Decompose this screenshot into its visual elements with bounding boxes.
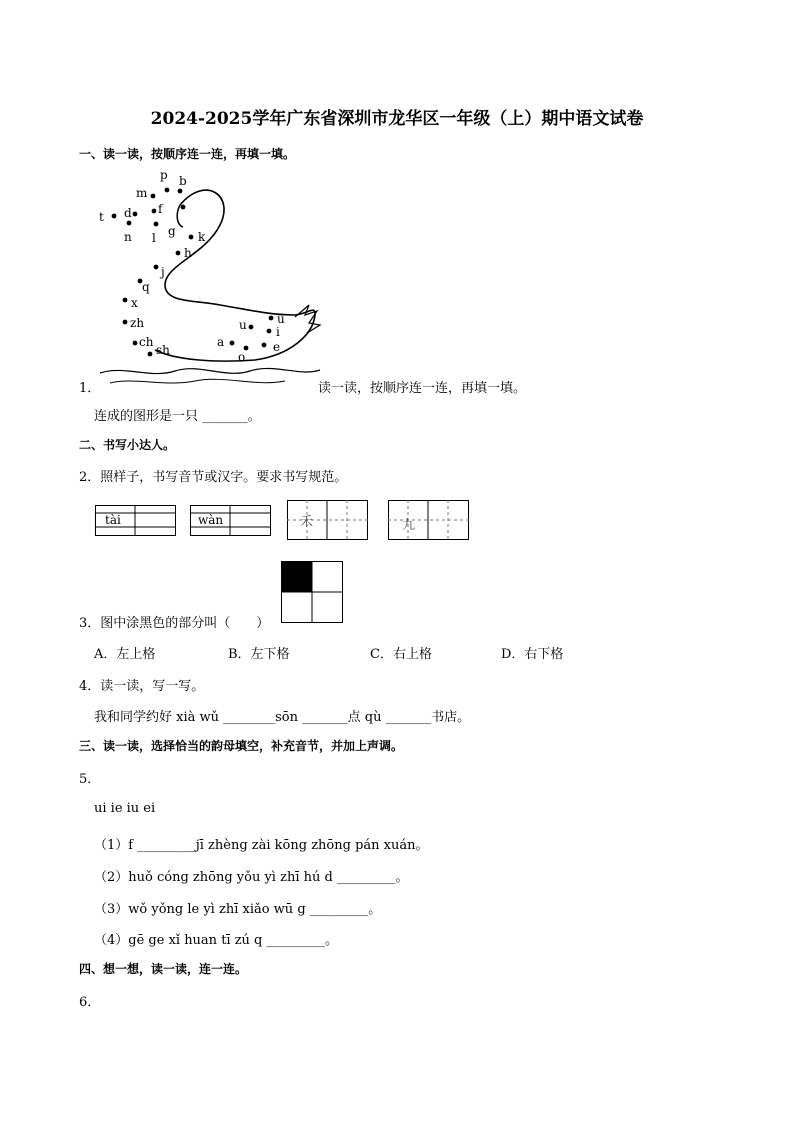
dot [148,352,153,357]
dot [181,205,186,210]
letter-label: e [273,340,281,354]
letter-label: n [124,230,132,244]
swan-outline [155,190,315,361]
option-d[interactable]: D．右下格 [501,647,564,662]
dot [151,194,156,199]
option-a[interactable]: A．左上格 [94,647,156,662]
dot [244,346,249,351]
letter-label: ü [277,312,285,326]
question-4-text: 4．读一读，写一写。 [79,679,205,694]
letter-label: zh [130,316,145,330]
page-title: 2024-2025学年广东省深圳市龙华区一年级（上）期中语文试卷 [150,109,644,129]
dot [123,320,128,325]
letter-label: ch [139,335,154,349]
letter-label: b [179,174,187,188]
tian-grid-figure [281,561,345,625]
question-4-sentence: 我和同学约好 xià wǔ ________sōn _______点 qù _______书店。 [94,710,471,725]
dot [269,316,274,321]
letter-label: p [160,168,168,182]
letter-label: o [238,350,246,364]
section-3-heading: 三、读一读，选择恰当的韵母填空，补充音节，并加上声调。 [79,739,404,753]
dot [123,298,128,303]
dot [176,251,181,256]
character-sample: 禾 [300,515,314,530]
letter-label: j [161,265,165,279]
question-2-text: 2．照样子，书写音节或汉字。要求书写规范。 [79,470,348,485]
dot [133,212,138,217]
water-line-2 [110,379,285,383]
question-6-number: 6． [79,995,101,1010]
letter-label: q [142,280,150,294]
letter-label: sh [156,343,170,357]
water-line [100,368,320,373]
dot [152,209,157,214]
option-c[interactable]: C．右上格 [370,647,432,662]
dot [165,188,170,193]
letter-label: u [239,318,247,332]
letter-label: g [168,224,176,238]
option-b[interactable]: B．左下格 [228,647,290,662]
pinyin-sample: wàn [198,513,224,527]
shaded-cell [282,562,313,593]
letter-label: t [99,210,104,224]
letter-label: i [276,325,280,339]
character-sample: 九 [402,518,416,533]
question-1-text: 读一读，按顺序连一连，再填一填。 [318,381,527,396]
character-writing-boxes [287,500,472,542]
dot [267,329,272,334]
dot [249,325,254,330]
pinyin-sample: tài [105,513,121,527]
swan-tail [295,305,320,333]
section-4-heading: 四、想一想，读一读，连一连。 [79,962,248,976]
letter-label: f [158,202,163,216]
finals-list: ui ie iu ei [94,801,156,816]
section-1-heading: 一、读一读，按顺序连一连，再填一填。 [79,147,296,161]
dot [127,221,132,226]
swan-dot-picture [95,165,325,390]
letter-label: h [184,246,192,260]
dot [178,189,183,194]
letter-label: x [131,296,138,310]
fill-item-2: （2）huǒ cóng zhōng yǒu yì zhī hú d _________。 [94,870,409,885]
letter-label: d [124,206,132,220]
letter-label: a [217,335,225,349]
question-1-answer-line: 连成的图形是一只 _______。 [94,409,261,424]
fill-item-3: （3）wǒ yǒng le yì zhī xiǎo wū g _________。 [94,902,382,917]
dot [112,214,117,219]
question-3-text: 3．图中涂黑色的部分叫（ ） [79,616,270,631]
pinyin-writing-boxes [95,505,275,537]
fill-item-4: （4）gē ge xǐ huan tī zú q _________。 [94,933,339,948]
question-1-number: 1． [79,381,101,396]
letter-label: k [198,230,206,244]
letter-label: m [136,186,148,200]
dot [230,341,235,346]
question-5-number: 5． [79,772,101,787]
fill-item-1: （1）f _________jī zhèng zài kōng zhōng pán xuán。 [94,838,429,853]
dot [262,343,267,348]
dot [189,235,194,240]
dot [154,265,159,270]
dot [133,341,138,346]
letter-label: l [152,231,156,245]
dot [138,279,143,284]
dot [154,222,159,227]
section-2-heading: 二、书写小达人。 [79,438,176,452]
